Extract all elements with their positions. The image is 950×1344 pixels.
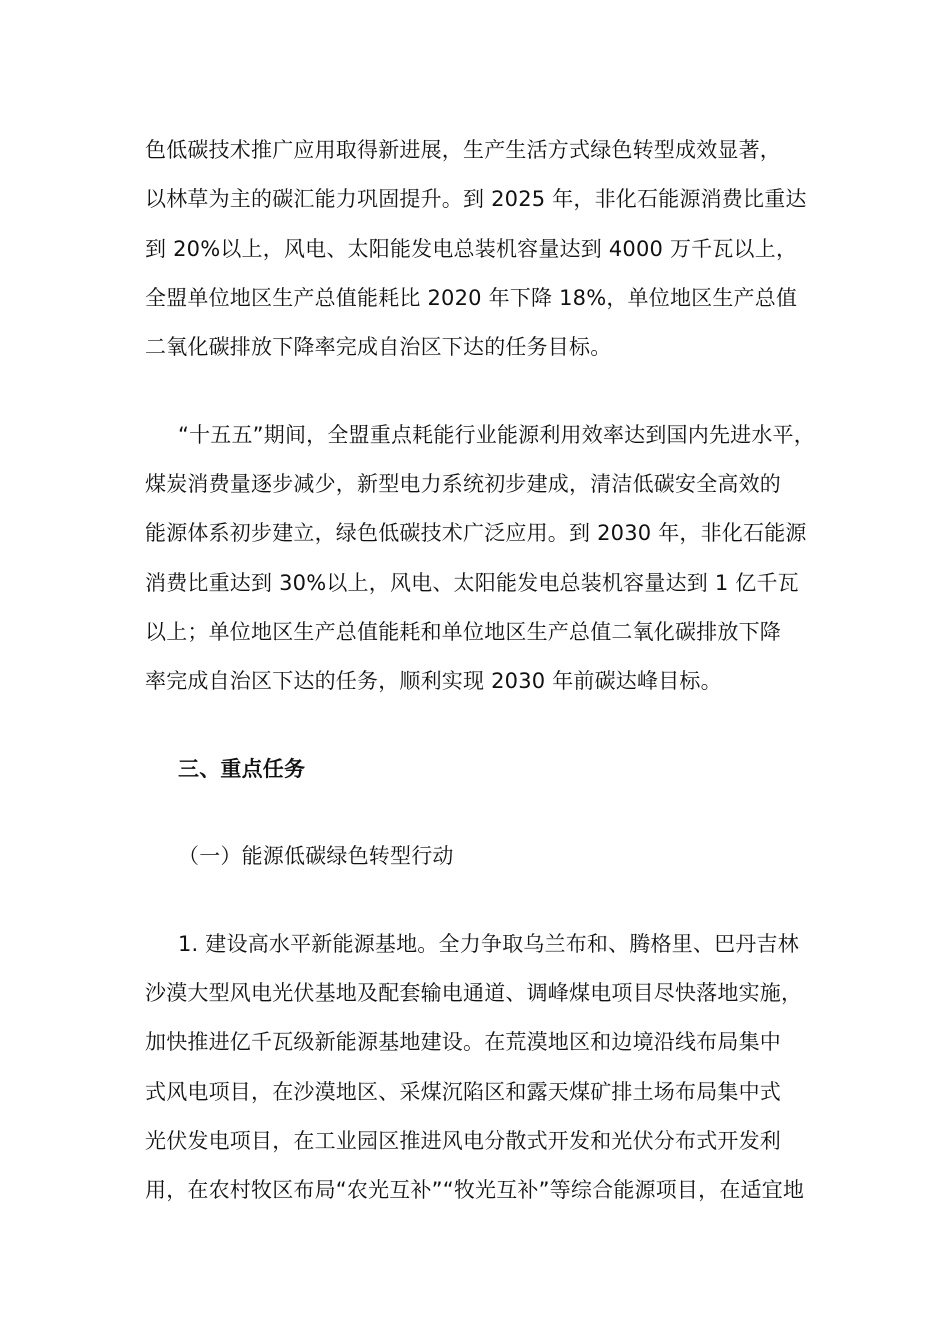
section-heading: 三、重点任务 <box>178 757 306 781</box>
text-line: 全盟单位地区生产总值能耗比 2020 年下降 18%，单位地区生产总值 <box>145 286 798 310</box>
text-line: “十五五”期间，全盟重点耗能行业能源利用效率达到国内先进水平， <box>178 423 815 447</box>
text-line: 色低碳技术推广应用取得新进展，生产生活方式绿色转型成效显著， <box>145 138 781 162</box>
text-line: 二氧化碳排放下降率完成自治区下达的任务目标。 <box>145 335 612 359</box>
text-line: 光伏发电项目，在工业园区推进风电分散式开发和光伏分布式开发利 <box>145 1129 781 1153</box>
text-line: 加快推进亿千瓦级新能源基地建设。在荒漠地区和边境沿线布局集中 <box>145 1030 781 1054</box>
text-line: 以林草为主的碳汇能力巩固提升。到 2025 年，非化石能源消费比重达 <box>145 187 807 211</box>
text-line: 用，在农村牧区布局“农光互补”“牧光互补”等综合能源项目，在适宜地 <box>145 1178 805 1202</box>
text-line: 到 20%以上，风电、太阳能发电总装机容量达到 4000 万千瓦以上， <box>145 237 798 261</box>
text-line: 式风电项目，在沙漠地区、采煤沉陷区和露天煤矿排土场布局集中式 <box>145 1080 781 1104</box>
subsection-heading: （一）能源低碳绿色转型行动 <box>178 844 454 868</box>
text-line: 1. 建设高水平新能源基地。全力争取乌兰布和、腾格里、巴丹吉林 <box>178 932 799 956</box>
text-line: 消费比重达到 30%以上，风电、太阳能发电总装机容量达到 1 亿千瓦 <box>145 571 799 595</box>
text-line: 能源体系初步建立，绿色低碳技术广泛应用。到 2030 年，非化石能源 <box>145 521 807 545</box>
text-line: 煤炭消费量逐步减少，新型电力系统初步建成，清洁低碳安全高效的 <box>145 472 781 496</box>
text-line: 以上；单位地区生产总值能耗和单位地区生产总值二氧化碳排放下降 <box>145 620 781 644</box>
text-line: 沙漠大型风电光伏基地及配套输电通道、调峰煤电项目尽快落地实施， <box>145 981 803 1005</box>
text-line: 率完成自治区下达的任务，顺利实现 2030 年前碳达峰目标。 <box>145 669 722 693</box>
